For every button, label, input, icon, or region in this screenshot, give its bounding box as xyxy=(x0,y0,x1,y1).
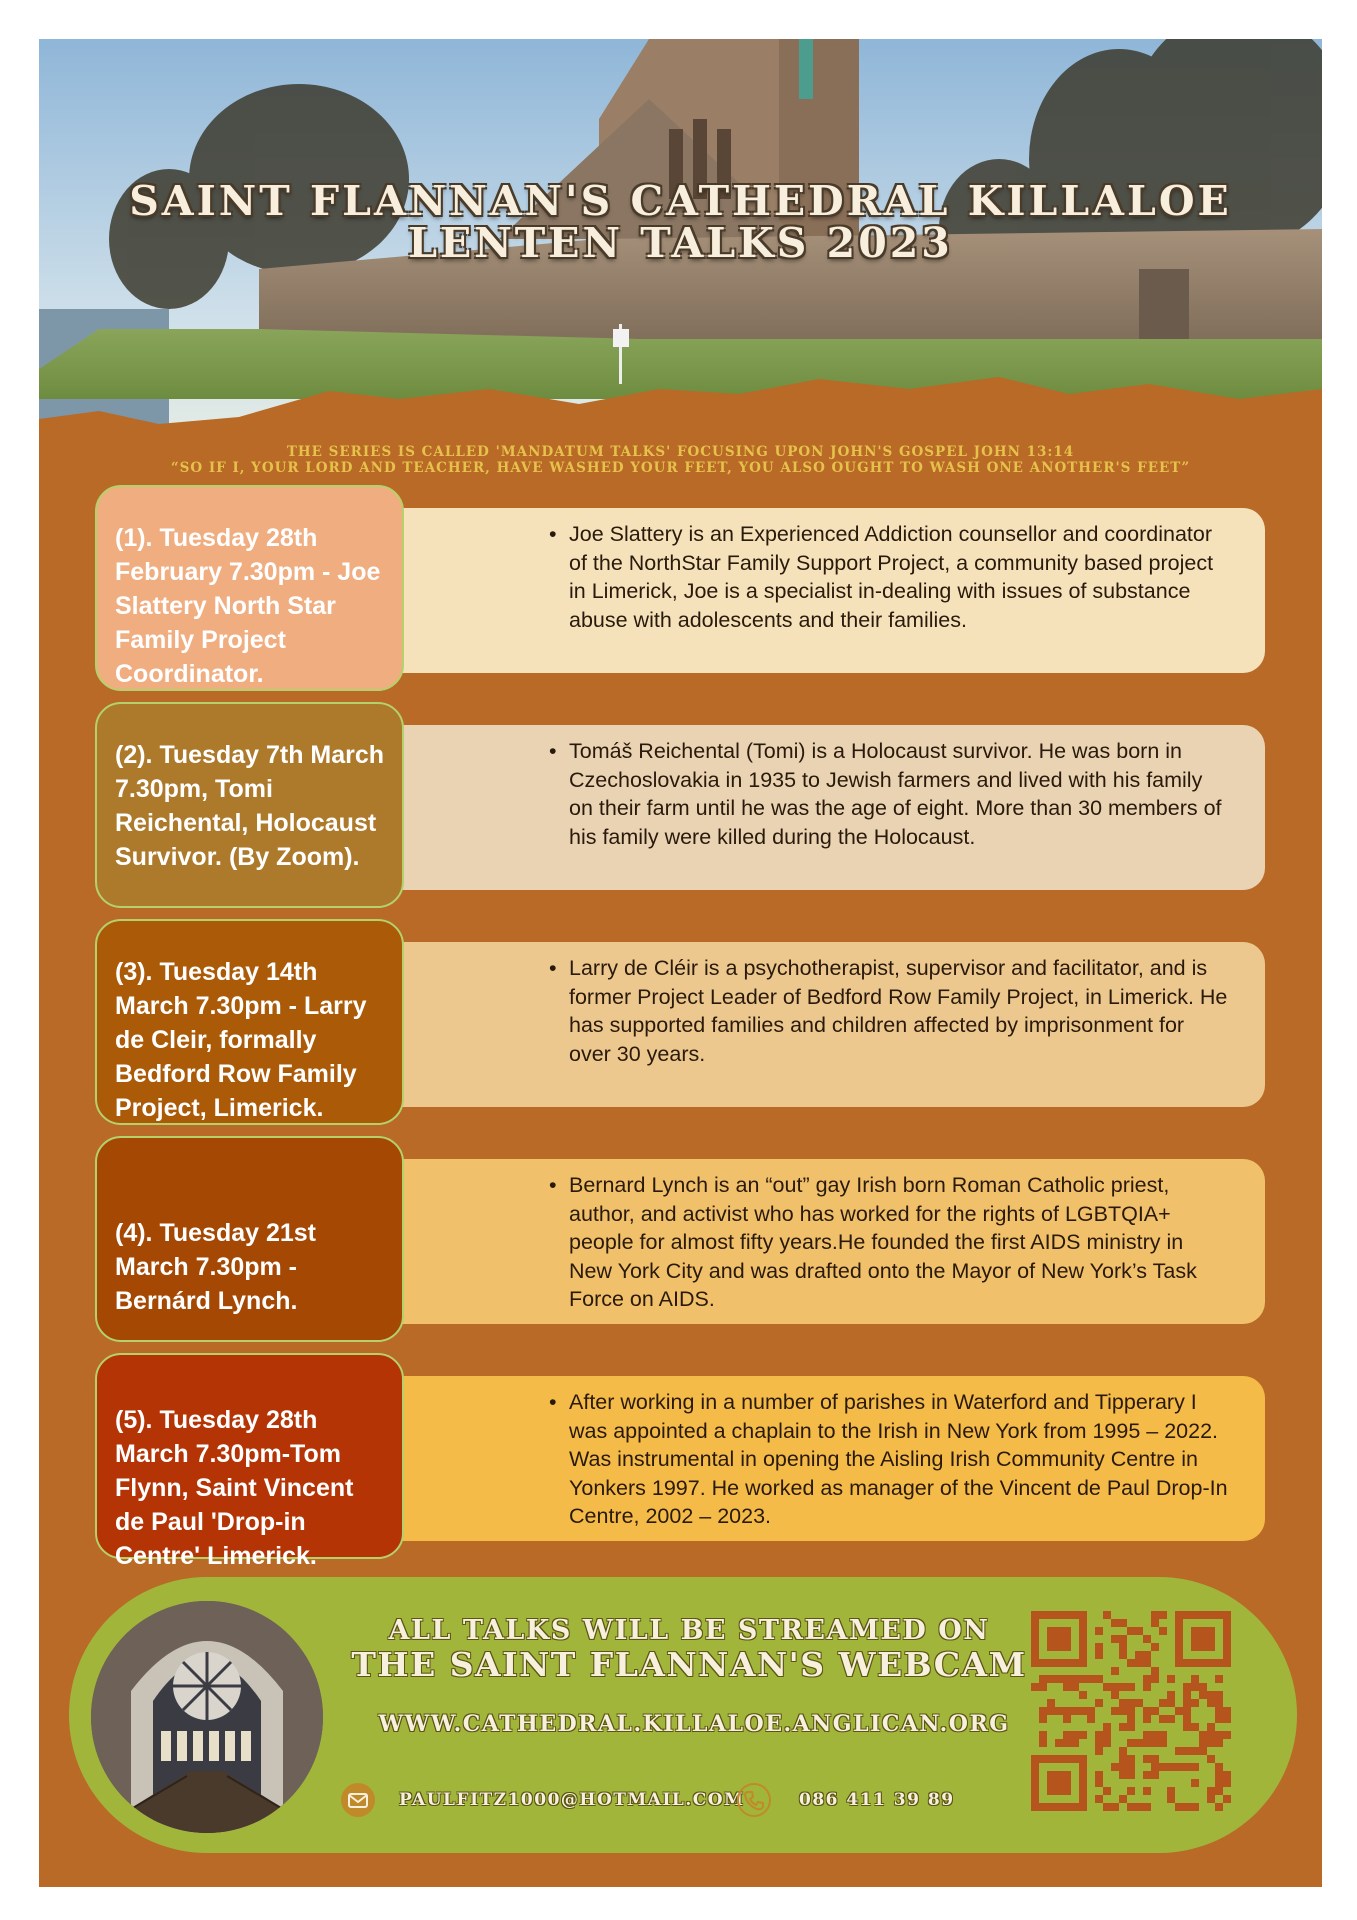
bullet: • xyxy=(549,956,557,980)
talk-heading-4: (4). Tuesday 21st March 7.30pm - Bernárd Lynch. xyxy=(95,1136,404,1342)
series-subtitle: THE SERIES IS CALLED 'MANDATUM TALKS' FOCUSING UPON JOHN'S GOSPEL JOHN 13:14 xyxy=(286,444,1075,460)
title-line-2: LENTEN TALKS 2023 xyxy=(408,219,953,267)
website-link[interactable]: WWW.CATHEDRAL.KILLALOE.ANGLICAN.ORG xyxy=(378,1711,1010,1737)
talk-heading-5: (5). Tuesday 28th March 7.30pm-Tom Flynn, Saint Vincent de Paul 'Drop-in Centre' Limerick. xyxy=(95,1353,404,1559)
bullet: • xyxy=(549,1390,557,1414)
talk-description-2 xyxy=(389,725,1265,890)
talk-description-4 xyxy=(389,1159,1265,1324)
title-line-1: SAINT FLANNAN'S CATHEDRAL KILLALOE xyxy=(129,177,1232,225)
talk-description-text: Joe Slattery is an Experienced Addiction counsellor and coordinator of the NorthStar Family Support Project, a community based project in Limerick, Joe is a specialist in-dealing with issues of substance abuse with adolescents and their families. xyxy=(569,522,1214,632)
qr-code[interactable] xyxy=(1031,1611,1231,1811)
talk-description-text: Larry de Cléir is a psychotherapist, supervisor and facilitator, and is former Project Leader of Bedford Row Family Project, in Limerick. He has supported families and children affected by imprisonment for over 30 years. xyxy=(569,956,1228,1066)
talk-heading-2: (2). Tuesday 7th March 7.30pm, Tomi Reichental, Holocaust Survivor. (By Zoom). xyxy=(95,702,404,908)
email-icon xyxy=(341,1783,375,1817)
bullet: • xyxy=(549,522,557,546)
talk-heading-3: (3). Tuesday 14th March 7.30pm - Larry de Cleir, formally Bedford Row Family Project, Limerick. xyxy=(95,919,404,1125)
talk-description-1 xyxy=(389,508,1265,673)
cathedral-interior-photo xyxy=(91,1601,323,1833)
bullet: • xyxy=(549,1173,557,1197)
talk-description-text: After working in a number of parishes in Waterford and Tipperary I was appointed a chaplain to the Irish in New York from 1995 – 2022. Was instrumental in opening the Aisling Irish Community Centre in Yonkers 1997. He worked as manager of the Vincent de Paul Drop-In Centre, 2002 – 2023. xyxy=(569,1390,1228,1528)
talk-description-3 xyxy=(389,942,1265,1107)
talk-description-text: Tomáš Reichental (Tomi) is a Holocaust survivor. He was born in Czechoslovakia in 1935 to Jewish farmers and lived with his family on their farm until he was the age of eight. More than 30 members of his family were killed during the Holocaust. xyxy=(569,739,1222,849)
talk-heading-1: (1). Tuesday 28th February 7.30pm - Joe Slattery North Star Family Project Coordinator. xyxy=(95,485,404,691)
bullet: • xyxy=(549,739,557,763)
contact-phone[interactable]: 086 411 39 89 xyxy=(799,1790,955,1810)
streaming-note: ALL TALKS WILL BE STREAMED ON xyxy=(388,1615,990,1646)
phone-icon xyxy=(737,1783,771,1817)
poster xyxy=(39,39,1322,1887)
talk-description-5 xyxy=(389,1376,1265,1541)
talk-description-text: Bernard Lynch is an “out” gay Irish born Roman Catholic priest, author, and activist who has worked for the rights of LGBTQIA+ people for almost fifty years.He founded the first AIDS ministry in New York City and was drafted onto the Mayor of New York’s Task Force on AIDS. xyxy=(569,1173,1197,1311)
webcam-title: THE SAINT FLANNAN'S WEBCAM xyxy=(351,1645,1027,1684)
scripture-quote: “SO IF I, YOUR LORD AND TEACHER, HAVE WASHED YOUR FEET, YOU ALSO OUGHT TO WASH ONE ANOTHER'S FEET” xyxy=(170,460,1191,476)
contact-email[interactable]: PAULFITZ1000@HOTMAIL.COM xyxy=(399,1790,745,1810)
